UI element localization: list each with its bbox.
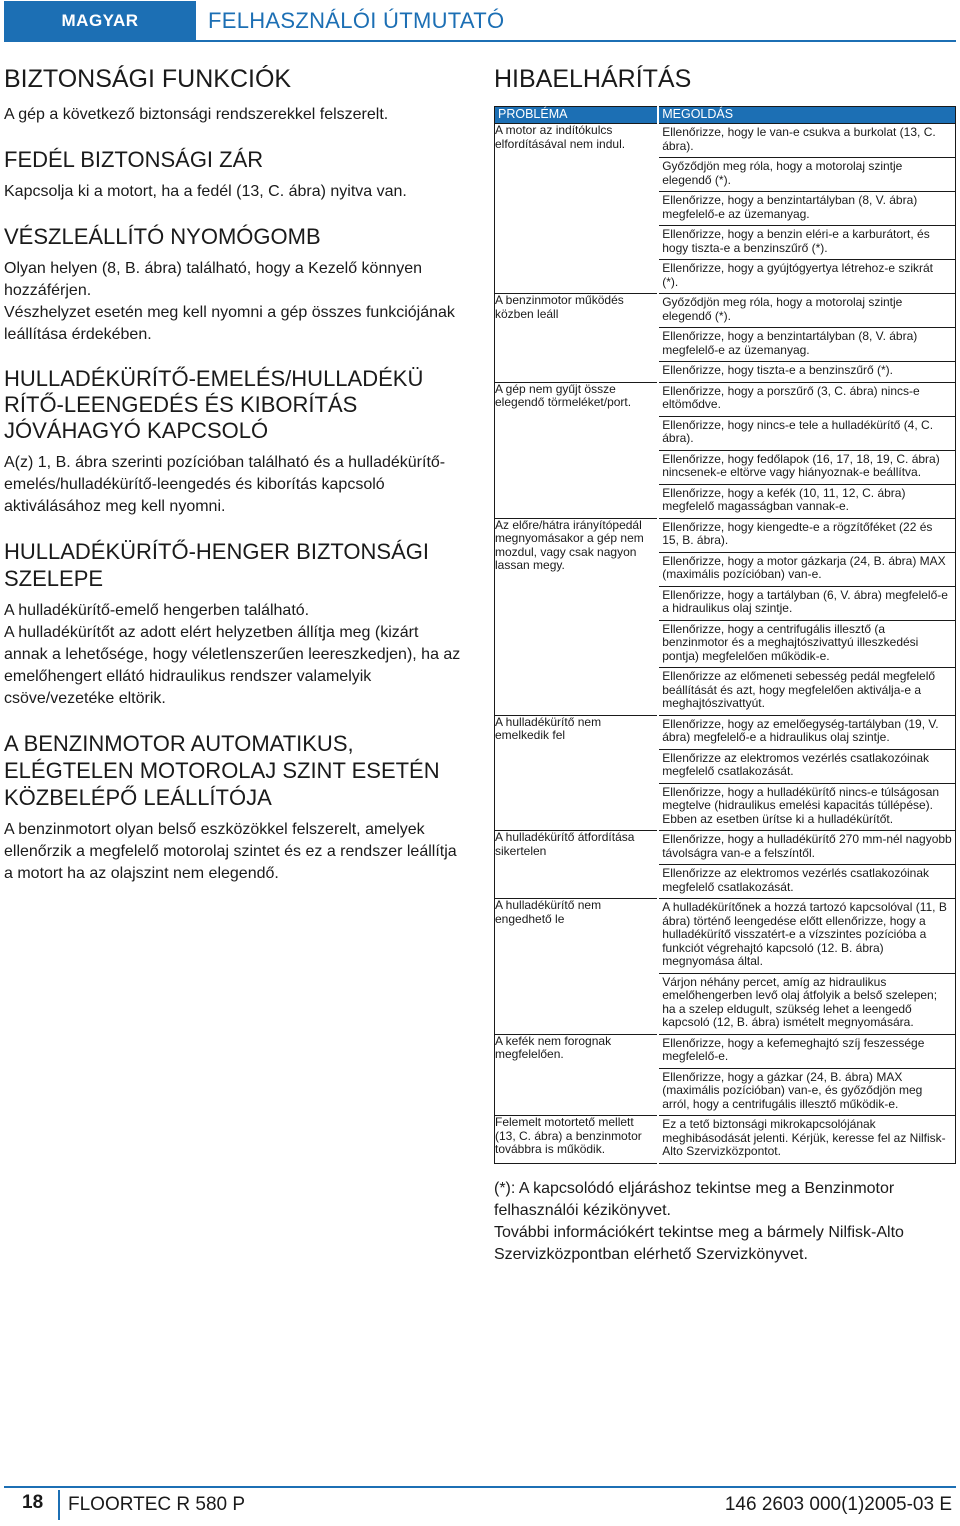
solution-text: Ellenőrizze az előmeneti sebesség pedál megfelelő beállítását és azt, hogy megfelelően aktiválja-e a meghajtószivattyút.: [659, 667, 955, 715]
document-title: FELHASZNÁLÓI ÚTMUTATÓ: [208, 8, 505, 33]
problem-cell: [495, 831, 659, 899]
footer-divider: [4, 1486, 956, 1488]
solution-text: Ellenőrizze, hogy a hulladékürítő 270 mm-nél nagyobb távolságra van-e a felszíntől.: [662, 832, 952, 860]
table-row: [495, 294, 956, 383]
solution-text: Ellenőrizze, hogy nincs-e tele a hulladékürítő (4, C. ábra).: [659, 416, 955, 450]
solution-text: Ellenőrizze, hogy a motor gázkarja (24, B. ábra) MAX (maximális pozícióban) van-e.: [659, 552, 955, 586]
safety-functions-heading: BIZTONSÁGI FUNKCIÓK: [4, 65, 292, 93]
solution-text: Ellenőrizze, hogy a kefék (10, 11, 12, C. ábra) megfelelő magasságban vannak-e.: [659, 484, 955, 518]
problem-text: A benzinmotor működés közben leáll: [495, 293, 624, 321]
troubleshooting-table: [494, 106, 956, 1164]
table-row: [495, 518, 956, 715]
table-header-row: [495, 107, 956, 124]
oil-level-heading: A BENZINMOTOR AUTOMATIKUS, ELÉGTELEN MOTOROLAJ SZINT ESETÉN KÖZBELÉPŐ LEÁLLÍTÓJA: [4, 731, 440, 810]
solution-text: Várjon néhány percet, amíg az hidraulikus emelőhengerben levő olaj átfolyik a belső szelepen; ha a szelep eldugult, szükség lehet a leengedő kapcsoló (12, B. ábra) ismételt megnyomására.: [659, 973, 955, 1034]
solution-text: Ellenőrizze, hogy fedőlapok (16, 17, 18, 19, C. ábra) nincsenek-e eltörve vagy hiányoznak-e beállítva.: [659, 450, 955, 484]
solution-text: Ellenőrizze, hogy a benzintartályban (8, V. ábra) megfelelő-e az üzemanyag.: [659, 327, 955, 361]
problem-cell: [495, 382, 659, 518]
solution-text: A hulladékürítőnek a hozzá tartozó kapcsolóval (11, B ábra) történő leengedése előtt ellenőrizze, hogy a hulladékürítő visszatért-e a vízszintes pozícióba a funkciót végrehajtó kapcsoló (12. B. ábra) megnyomása által.: [662, 900, 947, 968]
solution-text: Ellenőrizze az elektromos vezérlés csatlakozóinak megfelelő csatlakozását.: [659, 864, 955, 898]
table-row: [495, 899, 956, 1035]
problem-text: A hulladékürítő átfordítása sikertelen: [495, 830, 635, 858]
solution-text: Győződjön meg róla, hogy a motorolaj szintje elegendő (*).: [662, 295, 903, 323]
problem-column-header: PROBLÉMA: [495, 107, 659, 124]
solution-text: Ellenőrizze, hogy le van-e csukva a burkolat (13, C. ábra).: [662, 125, 936, 153]
solution-cell: [658, 899, 955, 1035]
problem-cell: [495, 1034, 659, 1116]
table-row: [495, 382, 956, 518]
oil-level-text: A benzinmotort olyan belső eszközökkel felszerelt, amelyek ellenőrzik a megfelelő motorolaj szintet és ez a rendszer leállítja a motort ha az olajszint nem elegendő.: [4, 821, 457, 882]
model-name: FLOORTEC R 580 P: [68, 1494, 246, 1515]
table-body: [495, 124, 956, 1164]
solution-cell: [658, 294, 955, 383]
cover-lock-heading: FEDÉL BIZTONSÁGI ZÁR: [4, 147, 264, 172]
troubleshooting-section: [494, 64, 956, 1266]
solution-text: Ellenőrizze, hogy a tartályban (6, V. ábra) megfelelő-e a hidraulikus olaj szintje.: [659, 586, 955, 620]
emergency-stop-heading: VÉSZLEÁLLÍTÓ NYOMÓGOMB: [4, 224, 321, 249]
solution-cell: [658, 518, 955, 715]
problem-text: A hulladékürítő nem emelkedik fel: [495, 714, 602, 742]
solution-cell: [658, 715, 955, 831]
cover-lock-text: Kapcsolja ki a motort, ha a fedél (13, C. ábra) nyitva van.: [4, 183, 407, 200]
emergency-stop-text-2: Vészhelyzet esetén meg kell nyomni a gép összes funkciójának leállítása érdekében.: [4, 304, 455, 343]
solution-text: Ellenőrizze, hogy a porszűrő (3, C. ábra) nincs-e eltömődve.: [662, 383, 920, 411]
problem-cell: [495, 294, 659, 383]
problem-text: A gép nem gyűjt össze elegendő törmeléket/port.: [495, 381, 632, 409]
solution-text: Ellenőrizze, hogy a gázkar (24, B. ábra) MAX (maximális pozícióban) van-e, és győződjön meg arról, hogy a centrifugális illesztő működik-e.: [659, 1068, 955, 1116]
problem-cell: [495, 899, 659, 1035]
problem-cell: [495, 124, 659, 294]
header-divider: [4, 40, 956, 42]
hopper-valve-heading: HULLADÉKÜRÍTŐ-HENGER BIZTONSÁGI SZELEPE: [4, 539, 429, 591]
solution-text: Ellenőrizze, hogy az emelőegység-tartályban (19, V. ábra) megfelelő-e a hidraulikus olaj szintje.: [662, 716, 939, 744]
problem-text: A motor az indítókulcs elfordításával nem indul.: [495, 123, 626, 151]
solution-text: Ellenőrizze, hogy a benzintartályban (8, V. ábra) megfelelő-e az üzemanyag.: [659, 191, 955, 225]
problem-text: A kefék nem forognak megfelelően.: [495, 1033, 612, 1061]
table-row: [495, 715, 956, 831]
solution-text: Ellenőrizze, hogy a hulladékürítő nincs-e túlságosan megtelve (hidraulikus emelési kapacitás túllépése). Ebben az esetben ürítse ki a hulladékürítőt.: [659, 783, 955, 831]
table-row: [495, 1034, 956, 1116]
solution-cell: [658, 831, 955, 899]
solution-text: Ellenőrizze, hogy tiszta-e a benzinszűrő (*).: [659, 361, 955, 382]
hopper-switch-heading: HULLADÉKÜRÍTŐ-EMELÉS/HULLADÉKÜ RÍTŐ-LEENGEDÉS ÉS KIBORÍTÁS JÓVÁHAGYÓ KAPCSOLÓ: [4, 366, 424, 443]
footnote-reference: (*): A kapcsolódó eljáráshoz tekintse meg a Benzinmotor felhasználói kézikönyvet.: [494, 1179, 895, 1219]
table-row: [495, 1116, 956, 1164]
hopper-switch-text: A(z) 1, B. ábra szerinti pozícióban található és a hulladékürítő-emelés/hulladékürítő-leengedés és kiborítás kapcsoló aktiválásához meg kell nyomni.: [4, 454, 446, 515]
page-number: 18: [22, 1492, 44, 1513]
solution-text: Győződjön meg róla, hogy a motorolaj szintje elegendő (*).: [659, 157, 955, 191]
solution-text: Ellenőrizze, hogy a gyújtógyertya létrehoz-e szikrát (*).: [659, 259, 955, 293]
problem-cell: [495, 518, 659, 715]
solution-cell: [658, 1034, 955, 1116]
solution-text: Ez a tető biztonsági mikrokapcsolójának meghibásodását jelenti. Kérjük, keresse fel az Nilfisk-Alto Szervizközpontot.: [662, 1117, 946, 1158]
safety-section: [4, 64, 464, 899]
solution-cell: [658, 1116, 955, 1164]
table-row: [495, 831, 956, 899]
troubleshooting-heading: HIBAELHÁRÍTÁS: [494, 65, 692, 93]
hopper-valve-text-1: A hulladékürítő-emelő hengerben található.: [4, 602, 310, 619]
solution-column-header: MEGOLDÁS: [658, 107, 955, 124]
problem-text: Az előre/hátra irányítópedál megnyomásakor a gép nem mozdul, vagy csak nagyon lassan megy.: [495, 517, 644, 572]
footer-separator: [58, 1490, 60, 1520]
language-tab: MAGYAR: [4, 1, 196, 40]
solution-text: Ellenőrizze, hogy a centrifugális illesztő (a benzinmotor és a meghajtószivattyú illeszkedési pontja) megfelelően működik-e.: [659, 620, 955, 668]
solution-text: Ellenőrizze, hogy kiengedte-e a rögzítőféket (22 és 15, B. ábra).: [662, 519, 933, 547]
table-row: [495, 124, 956, 294]
hopper-valve-text-2: A hulladékürítőt az adott elért helyzetben állítja meg (kizárt annak a lehetősége, hogy véletlenszerűen leereszkedjen), ha az emelőhengert ellátó hidraulikus rendszer valamelyik csöve/vezetéke eltörik.: [4, 624, 461, 707]
footnote-service: További információkért tekintse meg a bármely Nilfisk-Alto Szervizközpontban elérhető Szervizkönyvet.: [494, 1223, 904, 1263]
solution-cell: [658, 382, 955, 518]
emergency-stop-text-1: Olyan helyen (8, B. ábra) található, hogy a Kezelő könnyen hozzáférjen.: [4, 260, 423, 299]
problem-text: Felemelt motortető mellett (13, C. ábra) a benzinmotor továbbra is működik.: [495, 1115, 642, 1156]
solution-text: Ellenőrizze, hogy a kefemeghajtó szíj feszessége megfelelő-e.: [662, 1035, 925, 1063]
safety-functions-text: A gép a következő biztonsági rendszerekkel felszerelt.: [4, 106, 389, 123]
problem-cell: [495, 1116, 659, 1164]
document-code: 146 2603 000(1)2005-03 E: [724, 1494, 952, 1515]
solution-text: Ellenőrizze, hogy a benzin eléri-e a karburátort, és hogy tiszta-e a benzinszűrő (*).: [659, 225, 955, 259]
problem-text: A hulladékürítő nem engedhető le: [495, 898, 602, 926]
solution-text: Ellenőrizze az elektromos vezérlés csatlakozóinak megfelelő csatlakozását.: [659, 749, 955, 783]
solution-cell: [658, 124, 955, 294]
problem-cell: [495, 715, 659, 831]
